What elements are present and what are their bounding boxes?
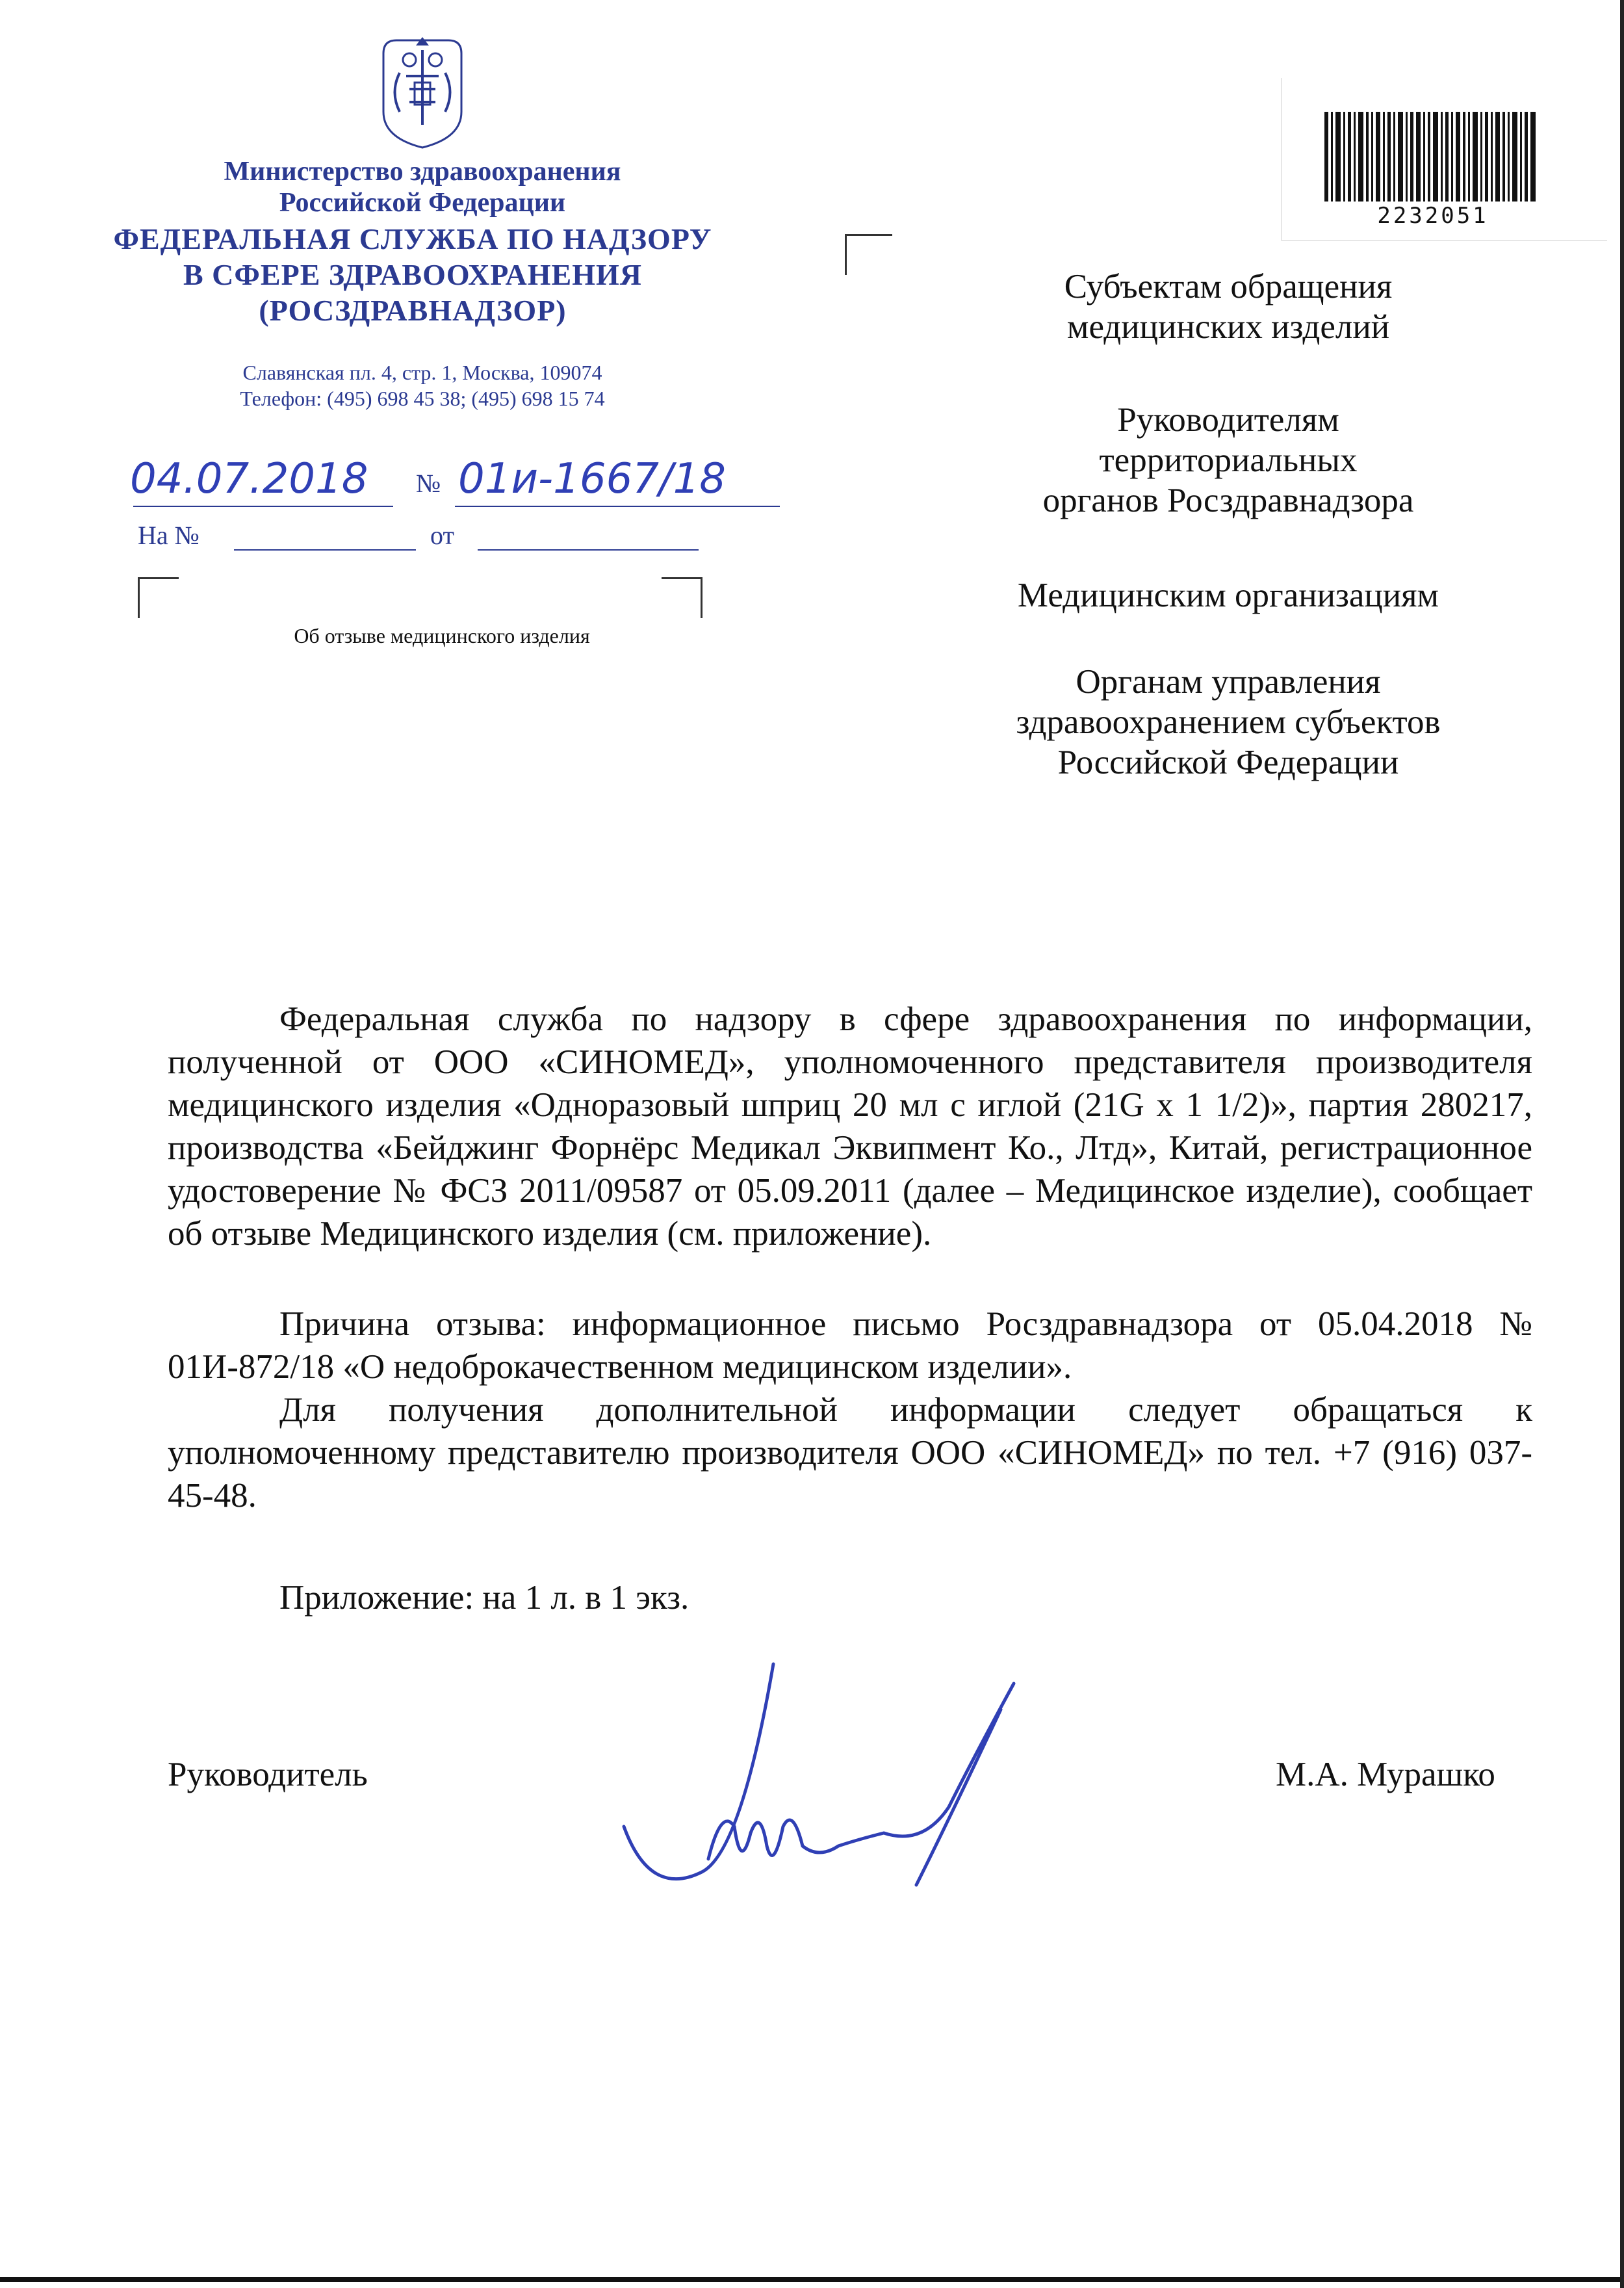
reply-date-line [478,549,699,551]
addressee-line: Руководителям [1117,401,1339,439]
addressee-line: Медицинским организациям [1017,577,1439,614]
service-name [104,221,721,328]
double-headed-eagle-icon [370,27,474,151]
service-line-1: ФЕДЕРАЛЬНАЯ СЛУЖБА ПО НАДЗОРУ [113,222,712,255]
body-paragraph-3: Для получения дополнительной информации следует обращаться к уполномоченному представителю производителя ООО «СИНОМЕД» по тел. +7 (916) 037-45-48. [168,1391,1532,1514]
addressee-line: Органам управления [1076,663,1381,701]
addressee-line: территориальных [1099,441,1358,479]
address-block [162,359,682,411]
reply-to-label: На № [138,521,200,550]
number-underline [455,506,780,507]
scan-border-right [1620,0,1624,2288]
address-line: Славянская пл. 4, стр. 1, Москва, 109074 [242,361,602,384]
ministry-line-1: Министерство здравоохранения [224,157,621,187]
addressee-2 [897,400,1560,521]
ministry-line-2: Российской Федерации [279,188,566,218]
date-underline [133,506,393,507]
body-paragraph-2: Причина отзыва: информационное письмо Росздравнадзора от 05.04.2018 № 01И-872/18 «О недоброкачественном медицинском изделии». [168,1305,1532,1386]
addressee-line: здравоохранением субъектов [1016,703,1441,741]
addressee-bracket [845,234,892,275]
barcode [1324,112,1536,202]
registration-date: 04.07.2018 [130,455,368,503]
addressee-3 [897,575,1560,616]
signer-position: Руководитель [168,1756,368,1793]
phone-line: Телефон: (495) 698 45 38; (495) 698 15 74 [240,387,605,410]
addressee-1 [897,266,1560,347]
scan-border-bottom [0,2277,1624,2282]
subject-bracket-right [662,577,702,618]
signer-name: М.А. Мурашко [1276,1756,1495,1793]
addressee-line: органов Росздравнадзора [1042,482,1414,519]
subject-bracket-left [138,577,179,618]
number-label: № [416,469,441,498]
body-paragraph-1: Федеральная служба по надзору в сфере здравоохранения по информации, полученной от ООО «СИНОМЕД», уполномоченного представителя производителя медицинского изделия «Одноразовый шприц 20 мл с иглой (21G x 1 1/2)», партия 280217, производства «Бейджинг Форнёрс Медикал Эквипмент Ко., Лтд», Китай, регистрационное удостоверение № ФСЗ 2011/09587 от 05.09.2011 (далее – Медицинское изделие), сообщает об отзыве Медицинского изделия (см. приложение). [168,1000,1532,1253]
barcode-number: 2232051 [1377,203,1489,229]
addressee-line: медицинских изделий [1066,308,1390,346]
letter-subject: Об отзыве медицинского изделия [294,624,590,647]
handwritten-signature [611,1612,1040,1937]
attachment-note: Приложение: на 1 л. в 1 экз. [279,1579,690,1617]
reply-to-line [234,549,416,551]
ministry-name [195,156,650,218]
addressee-line: Российской Федерации [1057,744,1399,781]
registration-number: 01и-1667/18 [458,455,726,503]
reply-date-label: от [430,521,454,550]
service-line-3: (РОСЗДРАВНАДЗОР) [259,294,567,327]
service-line-2: В СФЕРЕ ЗДРАВООХРАНЕНИЯ [183,258,642,291]
addressee-4 [897,662,1560,783]
addressee-line: Субъектам обращения [1064,268,1393,306]
